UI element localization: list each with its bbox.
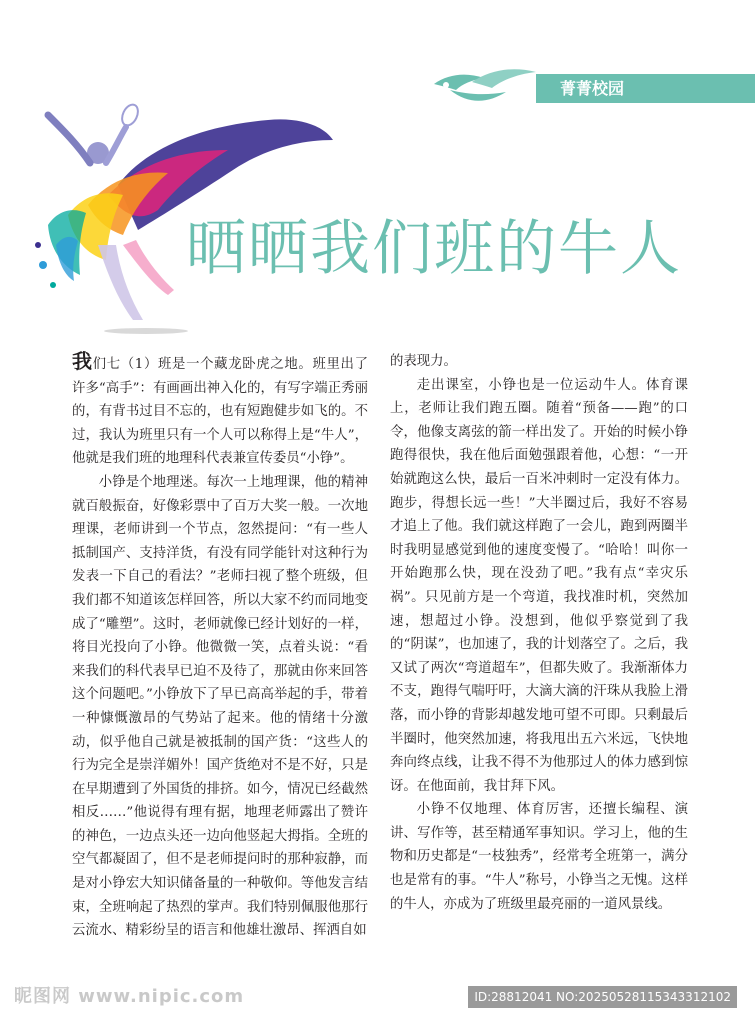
section-tab bbox=[536, 74, 755, 103]
paragraph-3: 走出课室，小铮也是一位运动牛人。体育课上，老师让我们跑五圈。随着“预备——跑”的口令，他像支离弦的箭一样出发了。开始的时候小铮跑得很快，我在他后面勉强跟着他，心想：“一开始就跑这么快，最后一百米冲刺时一定没有体力。跑步，得想长远一些！”大半圈过后，我好不容易才追上了他。我们就这样跑了一会儿，跑到两圈半时我明显感觉到他的速度变慢了。“哈哈！叫你一开始跑那么快，现在没劲了吧。”我有点“幸灾乐祸”。只见前方是一个弯道，我找准时机，突然加速，想超过小铮。没想到，他似乎察觉到了我的“阴谋”，也加速了，我的计划落空了。之后，我又试了两次“弯道超车”，但都失败了。我渐渐体力不支，跑得气喘吁吁，大滴大滴的汗珠从我脸上滑落，而小铮的背影却越发地可望不可即。只剩最后半圈时，他突然加速，将我甩出五六米远，飞快地奔向终点线，让我不得不为他那过人的体力感到惊讶。在他面前，我甘拜下风。 bbox=[390, 377, 688, 794]
bird-logo-icon bbox=[432, 64, 542, 108]
paragraph-1 bbox=[72, 350, 368, 471]
paragraph-2: 小铮是个地理迷。每次一上地理课，他的精神就百般振奋，好像彩票中了百万大奖一般。一次地理课，老师讲到一个节点，忽然提问：“有一些人抵制国产、支持洋货，有没有同学能针对这种行为发表一下自己的看法？”老师扫视了整个班级，但我们都不知道该怎样回答，所以大家不约而同地变成了“雕塑”。这时，老师就像已经计划好的一样，将目光投向了小铮。他微微一笑，点着头说：“看来我们的科代表早已迫不及待了，那就由你来回答这个问题吧。”小铮放下了早已高高举起的手，带着一种慷慨激昂的气势站了起来。他的情绪十分激动，似乎他自己就是被抵制的国产货：“这些人的行为完全是崇洋媚外！国产货绝对不是不好，只是在早期遭到了外国货的排挤。如今，情况已经截然相反……”他说得有理有据，地理老师露出了赞许的神色，一边点头还一边向他竖起大拇指。全班的空气都凝固了，但不是老师提问时的那种寂静，而是对小铮宏大知识储备量的一种敬仰。等他发言结束，全班响起了热烈的掌声。我们特别佩服他那行云流水、精彩纷呈的语言和他雄壮激昂、挥洒自如 bbox=[72, 474, 368, 939]
watermark-id: ID:28812041 NO:20250528115343312102 bbox=[468, 986, 737, 1008]
paragraph-4: 小铮不仅地理、体育厉害，还擅长编程、演讲、写作等，甚至精通军事知识。学习上，他的生物和历史都是“一枝独秀”，经常考全班第一，满分也是常有的事。“牛人”称号，小铮当之无愧。这样的牛人，亦成为了班级里最亮丽的一道风景线。 bbox=[390, 802, 688, 912]
drop-cap: 我 bbox=[72, 349, 93, 373]
article-column-left bbox=[72, 350, 368, 943]
watermark-site: 昵图网 www.nipic.com bbox=[14, 986, 245, 1007]
article-column-right bbox=[390, 350, 688, 916]
paragraph-1-text: 们七（1）班是一个藏龙卧虎之地。班里出了许多“高手”：有画画出神入化的，有写字端正秀丽的，有背书过目不忘的，也有短跑健步如飞的。不过，我认为班里只有一个人可以称得上是“牛人”，他就是我们班的地理科代表兼宣传委员“小铮”。 bbox=[72, 357, 368, 467]
section-label: 菁菁校园 bbox=[560, 79, 625, 98]
article-title: 晒晒我们班的牛人 bbox=[186, 214, 682, 284]
paragraph-2-continued: 的表现力。 bbox=[390, 354, 457, 369]
